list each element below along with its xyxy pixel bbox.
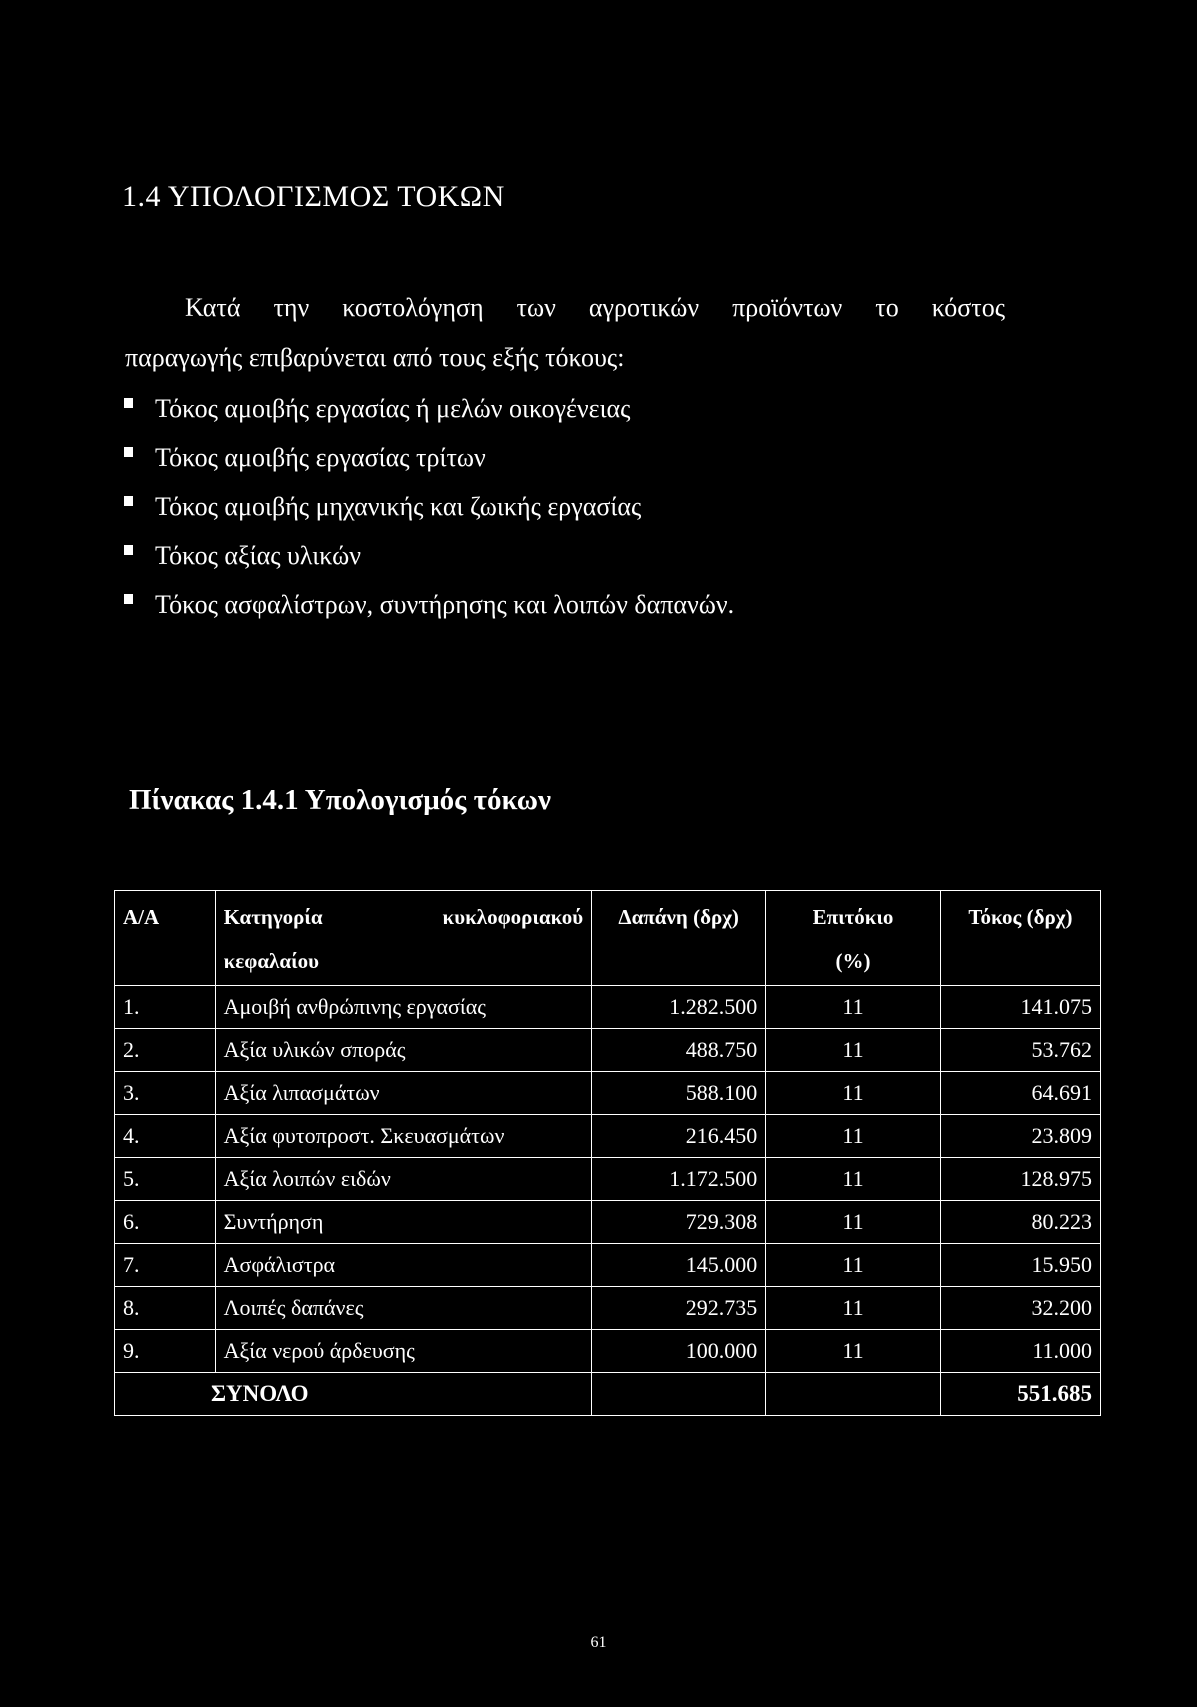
- cell-category: Αξία λοιπών ειδών: [215, 1158, 592, 1201]
- list-item: [124, 531, 734, 580]
- cell-interest: 64.691: [940, 1072, 1100, 1115]
- cell-cost: 100.000: [592, 1330, 766, 1373]
- cell-num: 7.: [115, 1244, 216, 1287]
- table-row: [115, 986, 1101, 1029]
- bullet-square-icon: [124, 447, 133, 457]
- table-header-row: [115, 891, 1101, 986]
- bullet-square-icon: [124, 398, 133, 408]
- list-item-text: Τόκος αμοιβής εργασίας τρίτων: [155, 443, 486, 472]
- cell-interest: 15.950: [940, 1244, 1100, 1287]
- cell-num: 2.: [115, 1029, 216, 1072]
- cell-rate: 11: [766, 1287, 941, 1330]
- cell-rate: 11: [766, 1072, 941, 1115]
- cell-num: 1.: [115, 986, 216, 1029]
- bullet-square-icon: [124, 594, 133, 604]
- header-category-line-2: κεφαλαίου: [223, 949, 319, 973]
- cell-num: 4.: [115, 1115, 216, 1158]
- table-row: [115, 1029, 1101, 1072]
- cell-category: Αμοιβή ανθρώπινης εργασίας: [215, 986, 592, 1029]
- page-number: 61: [590, 1634, 607, 1651]
- cell-cost: 292.735: [592, 1287, 766, 1330]
- interest-table: [114, 890, 1101, 1416]
- cell-cost: 588.100: [592, 1072, 766, 1115]
- list-item: [124, 482, 734, 531]
- cell-interest: 53.762: [940, 1029, 1100, 1072]
- list-item-text: Τόκος αξίας υλικών: [155, 541, 361, 570]
- table-row: [115, 1244, 1101, 1287]
- table-row: [115, 1158, 1101, 1201]
- cell-cost: 729.308: [592, 1201, 766, 1244]
- list-item: [124, 384, 734, 433]
- header-num: Α/Α: [115, 891, 216, 986]
- cell-rate: 11: [766, 1244, 941, 1287]
- cell-category: Αξία λιπασμάτων: [215, 1072, 592, 1115]
- header-rate: [766, 891, 941, 986]
- header-category: [215, 891, 592, 986]
- list-item-text: Τόκος αμοιβής μηχανικής και ζωικής εργασίας: [155, 492, 642, 521]
- interest-types-list: [124, 384, 734, 629]
- list-item-text: Τόκος ασφαλίστρων, συντήρησης και λοιπών δαπανών.: [155, 590, 735, 619]
- cell-category: Αξία νερού άρδευσης: [215, 1330, 592, 1373]
- header-cost: Δαπάνη (δρχ): [592, 891, 766, 986]
- intro-line-2: παραγωγής επιβαρύνεται από τους εξής τόκους:: [125, 343, 625, 372]
- table-row: [115, 1201, 1101, 1244]
- cell-cost: 1.282.500: [592, 986, 766, 1029]
- cell-category: Αξία υλικών σποράς: [215, 1029, 592, 1072]
- intro-paragraph: [125, 283, 1005, 383]
- cell-rate: 11: [766, 1115, 941, 1158]
- header-rate-line-2: (%): [835, 949, 871, 973]
- total-rate-empty: [766, 1373, 941, 1416]
- cell-num: 3.: [115, 1072, 216, 1115]
- cell-num: 5.: [115, 1158, 216, 1201]
- cell-cost: 216.450: [592, 1115, 766, 1158]
- list-item: [124, 433, 734, 482]
- table-row: [115, 1072, 1101, 1115]
- bullet-square-icon: [124, 496, 133, 506]
- table-total-row: [115, 1373, 1101, 1416]
- cell-interest: 141.075: [940, 986, 1100, 1029]
- list-item-text: Τόκος αμοιβής εργασίας ή μελών οικογένειας: [155, 394, 631, 423]
- cell-rate: 11: [766, 1330, 941, 1373]
- total-interest: 551.685: [940, 1373, 1100, 1416]
- cell-interest: 32.200: [940, 1287, 1100, 1330]
- cell-interest: 128.975: [940, 1158, 1100, 1201]
- cell-category: Ασφάλιστρα: [215, 1244, 592, 1287]
- cell-category: Συντήρηση: [215, 1201, 592, 1244]
- cell-rate: 11: [766, 1029, 941, 1072]
- cell-num: 9.: [115, 1330, 216, 1373]
- cell-interest: 11.000: [940, 1330, 1100, 1373]
- cell-rate: 11: [766, 1158, 941, 1201]
- table-row: [115, 1330, 1101, 1373]
- cell-interest: 23.809: [940, 1115, 1100, 1158]
- total-cost-empty: [592, 1373, 766, 1416]
- header-rate-line-1: Επιτόκιο: [812, 905, 894, 929]
- header-category-word-2: κυκλοφοριακού: [442, 905, 584, 929]
- cell-cost: 145.000: [592, 1244, 766, 1287]
- total-label: ΣΥΝΟΛΟ: [115, 1373, 592, 1416]
- cell-cost: 1.172.500: [592, 1158, 766, 1201]
- header-category-word-1: Κατηγορία: [223, 905, 323, 929]
- table-caption: Πίνακας 1.4.1 Υπολογισμός τόκων: [129, 784, 551, 816]
- bullet-square-icon: [124, 545, 133, 555]
- cell-cost: 488.750: [592, 1029, 766, 1072]
- section-heading: 1.4 ΥΠΟΛΟΓΙΣΜΟΣ ΤΟΚΩΝ: [122, 180, 505, 213]
- cell-rate: 11: [766, 1201, 941, 1244]
- list-item: [124, 580, 734, 629]
- cell-num: 8.: [115, 1287, 216, 1330]
- header-interest: Τόκος (δρχ): [940, 891, 1100, 986]
- cell-category: Αξία φυτοπροστ. Σκευασμάτων: [215, 1115, 592, 1158]
- cell-rate: 11: [766, 986, 941, 1029]
- cell-category: Λοιπές δαπάνες: [215, 1287, 592, 1330]
- cell-interest: 80.223: [940, 1201, 1100, 1244]
- intro-line-1: Κατά την κοστολόγηση των αγροτικών προϊόντων το κόστος: [185, 293, 1005, 322]
- table-row: [115, 1287, 1101, 1330]
- cell-num: 6.: [115, 1201, 216, 1244]
- table-row: [115, 1115, 1101, 1158]
